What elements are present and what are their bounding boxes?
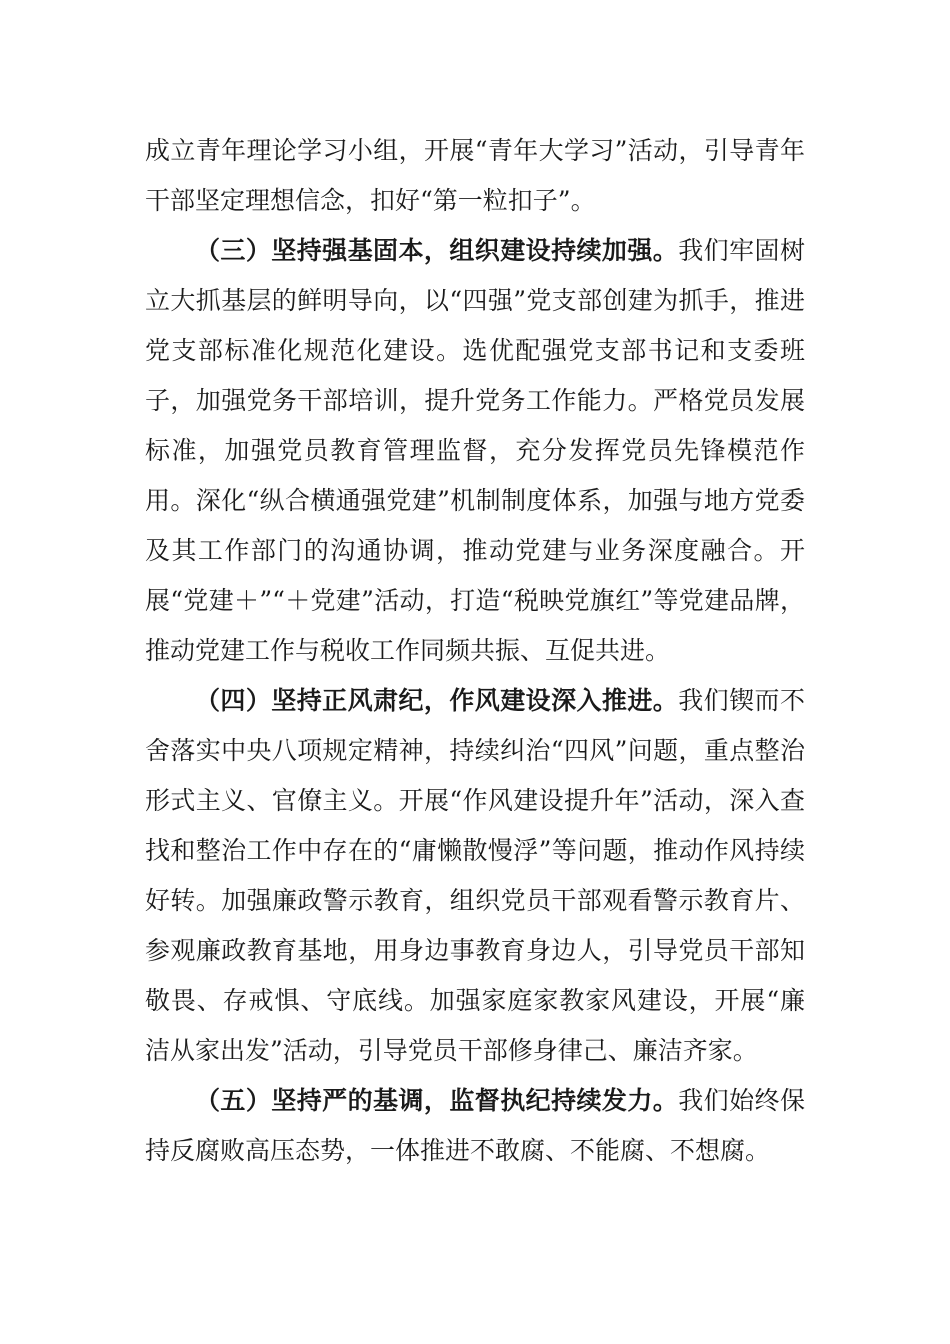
paragraph-continuation — [145, 126, 805, 226]
paragraph-text: 我们锲而不舍落实中央八项规定精神，持续纠治“四风”问题，重点整治形式主义、官僚主义。开展“作风建设提升年”活动，深入查找和整治工作中存在的“庸懒散慢浮”等问题，推动作风持续好转。加强廉政警示教育，组织党员干部观看警示教育片、参观廉政教育基地，用身边事教育身边人，引导党员干部知敬畏、存戒惧、守底线。加强家庭家教家风建设，开展“廉洁从家出发”活动，引导党员干部修身律己、廉洁齐家。 — [145, 686, 805, 1065]
section-heading-4: （四）坚持正风肃纪，作风建设深入推进。 — [195, 686, 679, 715]
paragraph-style-building — [145, 676, 805, 1076]
document-body — [145, 126, 805, 1176]
section-heading-5: （五）坚持严的基调，监督执纪持续发力。 — [195, 1086, 679, 1115]
section-heading-3: （三）坚持强基固本，组织建设持续加强。 — [195, 236, 679, 265]
paragraph-organization-building — [145, 226, 805, 676]
paragraph-text: 成立青年理论学习小组，开展“青年大学习”活动，引导青年干部坚定理想信念，扣好“第一粒扣子”。 — [145, 136, 805, 215]
paragraph-text: 我们牢固树立大抓基层的鲜明导向，以“四强”党支部创建为抓手，推进党支部标准化规范化建设。选优配强党支部书记和支委班子，加强党务干部培训，提升党务工作能力。严格党员发展标准，加强党员教育管理监督，充分发挥党员先锋模范作用。深化“纵合横通强党建”机制制度体系，加强与地方党委及其工作部门的沟通协调，推动党建与业务深度融合。开展“党建＋”“＋党建”活动，打造“税映党旗红”等党建品牌，推动党建工作与税收工作同频共振、互促共进。 — [145, 236, 805, 665]
paragraph-text: 我们始终保持反腐败高压态势，一体推进不敢腐、不能腐、不想腐。 — [145, 1086, 805, 1165]
paragraph-discipline-supervision — [145, 1076, 805, 1176]
